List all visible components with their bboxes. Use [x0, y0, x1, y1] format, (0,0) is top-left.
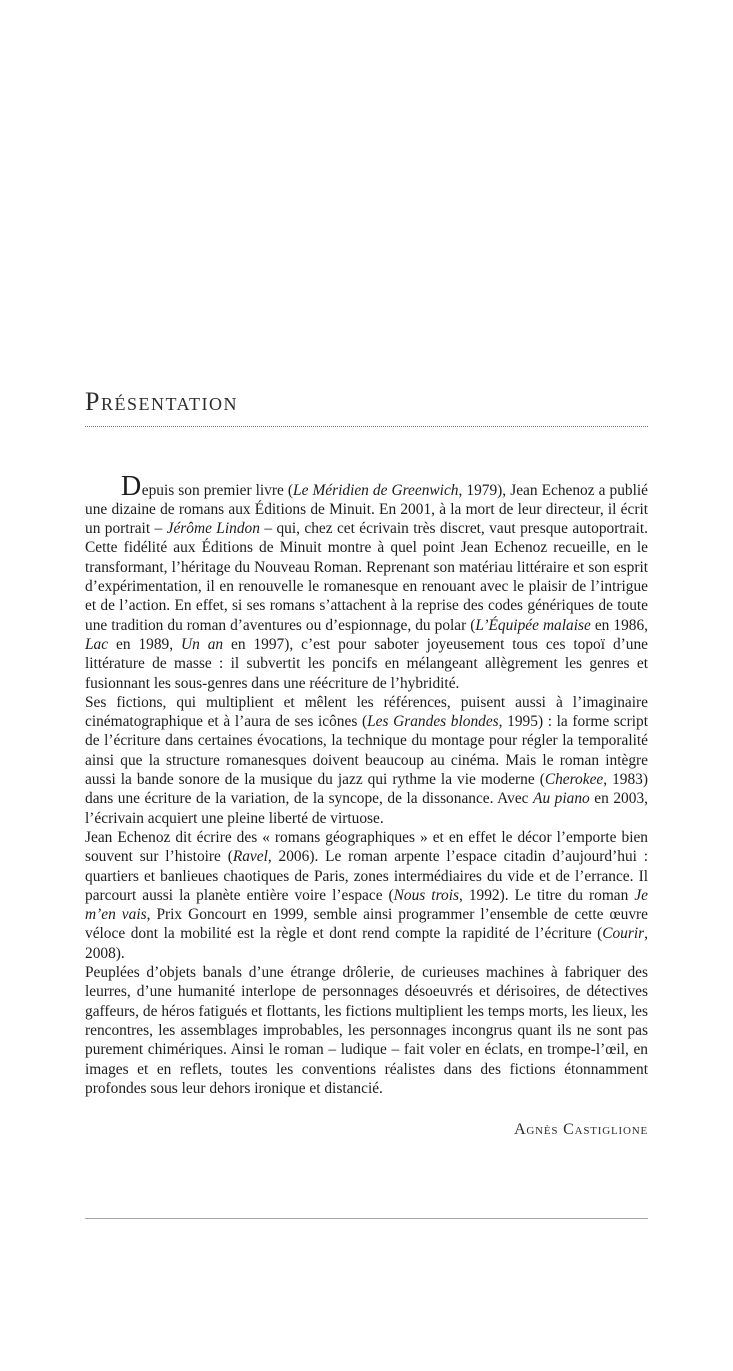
text-segment: en 2003, l’écrivain acquiert une pleine liberté de virtuose.	[85, 790, 648, 827]
paragraph-2	[85, 693, 648, 828]
title-dotted-rule	[85, 426, 648, 427]
paragraph-1	[85, 470, 649, 693]
text-segment: epuis son premier livre (	[141, 481, 294, 499]
italic-text-segment: Le Méridien de Greenwich	[293, 481, 459, 499]
dropcap-letter: D	[121, 470, 142, 502]
text-block	[85, 388, 648, 1098]
text-segment: en 1989,	[108, 635, 181, 653]
italic-text-segment: Un an	[180, 635, 224, 653]
page-title: Présentation	[85, 387, 239, 416]
italic-text-segment: Ravel	[232, 848, 268, 866]
italic-text-segment: L’Équipée malaise	[475, 616, 591, 634]
footer-rule	[85, 1218, 648, 1219]
text-segment: en 1986,	[590, 616, 649, 634]
body-paragraphs	[85, 470, 649, 1099]
text-segment: Jean Echenoz dit écrire des « romans géographiques » et en effet le décor l’emporte bien souvent sur l’histoire (	[85, 828, 648, 866]
italic-text-segment: Lac	[85, 635, 109, 653]
italic-text-segment: Je m’en vais	[85, 886, 648, 924]
text-segment: Peuplées d’objets banals d’une étrange drôlerie, de curieuses machines à fabriquer des leurres, d’une humanité interlope de personnages désoeuvrés et dérisoires, de détectives gaffeurs, de héros fatigués et flottants, les fictions multiplient les temps morts, les lieux, les rencontres, les assemblages improbables, les personnages incongrus quant ils ne sont pas purement chimériques. Ainsi le roman – ludique – fait voler en éclats, en trompe-l’œil, en images et en reflets, toutes les conventions réalistes dans des fictions étonnamment profondes sous leur dehors ironique et distancié.	[85, 964, 648, 1097]
italic-text-segment: Au piano	[533, 790, 590, 808]
author-signature: Agnès Castiglione	[514, 1121, 648, 1138]
text-segment: en 1997), c’est pour saboter joyeusement tous ces topoï d’une littérature de masse : il subvertit les poncifs en mélangeant allègrement les genres et fusionnant les sous-genres dans une réécriture de l’hybridité.	[85, 635, 648, 692]
paragraph-3	[85, 828, 648, 963]
text-segment: , 1979), Jean Echenoz a publié une dizaine de romans aux Éditions de Minuit. En 2001, à la mort de leur directeur, il écrit un portrait –	[85, 481, 648, 538]
italic-text-segment: Cherokee	[544, 771, 604, 789]
text-segment: , 2006). Le roman arpente l’espace citadin d’aujourd’hui : quartiers et banlieues chaotiques de Paris, zones intermédiaires du vide et de l’errance. Il parcourt aussi la planète entière voire l’espace (	[85, 848, 649, 904]
paragraph-4	[85, 963, 648, 1098]
italic-text-segment: Jérôme Lindon	[166, 520, 260, 538]
text-segment: , Prix Goncourt en 1999, semble ainsi programmer l’ensemble de cette œuvre véloce dont la mobilité est la règle et dont rend compte la rapidité de l’écriture (	[85, 906, 648, 943]
text-segment: Ses fictions, qui multiplient et mêlent les références, puisent aussi à l’imaginaire cinématographique et à l’aura de ses icônes (	[85, 693, 648, 731]
italic-text-segment: Nous trois	[393, 886, 459, 904]
text-segment: – qui, chez cet écrivain très discret, vaut presque autoportrait. Cette fidélité aux Éditions de Minuit montre à quel point Jean Echenoz recueille, en le transformant, l’héritage du Nouveau Roman. Reprenant son matériau littéraire et son esprit d’expérimentation, il en renouvelle le romanesque en renouant avec le plaisir de l’intrigue et de l’action. En effet, si ses romans s’attachent à la reprise des codes génériques de toute une tradition du roman d’aventures ou d’espionnage, du polar (	[85, 520, 648, 634]
text-segment: , 1995) : la forme script de l’écriture dans certaines évocations, la technique du montage pour régler la temporalité ainsi que la structure romanesques doivent beaucoup au cinéma. Mais le roman intègre aussi la bande sonore de la musique du jazz qui rythme la vie moderne (	[85, 713, 648, 789]
text-segment: , 1983) dans une écriture de la variation, de la syncope, de la dissonance. Avec	[85, 771, 648, 808]
italic-text-segment: Courir	[602, 925, 645, 943]
text-segment: , 2008).	[85, 925, 648, 962]
italic-text-segment: Les Grandes blondes	[367, 713, 499, 731]
text-segment: , 1992). Le titre du roman	[458, 886, 635, 904]
